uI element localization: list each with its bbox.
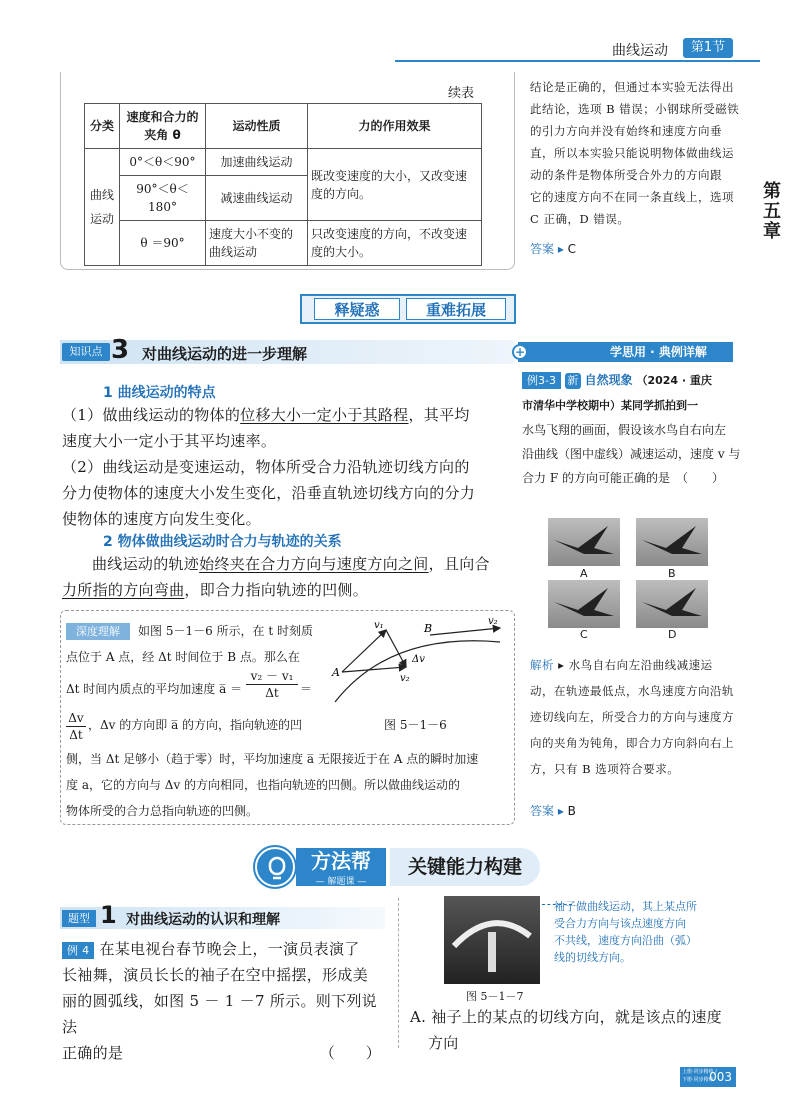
fraction-numerator: Δv <box>66 710 86 727</box>
footer-series: 上册·同步精练 / 下册·同步精练 <box>682 1069 717 1083</box>
bird-icon <box>636 580 708 628</box>
question-line: 正确的是 <box>62 1044 124 1062</box>
fraction-numerator: v₂ － v₁ <box>246 668 298 685</box>
dance-photo <box>444 896 540 984</box>
answer-bracket: （ ） <box>319 1044 381 1062</box>
banner-right: 重难拓展 <box>406 298 506 320</box>
table-header: 分类 <box>85 104 120 149</box>
example-4: 例 4 在某电视台春节晚会上，一演员表演了 长袖舞，演员长长的袖子在空中摇摆，形成美 丽的圆弧线，如图 5 － 1 －7 所示。则下列说法 正确的是 （ ） <box>62 936 387 1066</box>
section-badge: 第1节 <box>683 38 733 58</box>
banner-left: 释疑惑 <box>314 298 400 320</box>
table-category: 曲线运动 <box>85 149 120 266</box>
figure-caption: 图 5－1－6 <box>384 718 447 732</box>
handwritten-note <box>554 898 744 966</box>
text-line: C 正确，D 错误。 <box>530 212 630 226</box>
analysis-line: 迹切线向左，所受合力的方向与速度方 <box>530 710 734 724</box>
option-image-A <box>548 518 620 566</box>
option-A: A. 袖子上的某点的切线方向，就是该点的速度 方向 <box>410 1008 722 1052</box>
deep-understanding-tag: 深度理解 <box>66 623 130 640</box>
note-line: 不共线，速度方向沿曲（弧） <box>554 934 697 947</box>
right-explanation <box>530 76 752 230</box>
method-name: 方法帮 <box>296 848 386 886</box>
table-header-row <box>85 104 482 149</box>
chapter-tab <box>758 182 786 242</box>
table-cell-nature: 减速曲线运动 <box>206 176 308 221</box>
knowledge-title: 对曲线运动的进一步理解 <box>142 345 308 363</box>
note-line: 袖子做曲线运动，其上某点所 <box>554 900 697 913</box>
text-line: 它的速度方向不在同一条直线上，选项 <box>530 190 734 204</box>
text-line: 动的条件是物体所受合外力的方向跟 <box>530 168 722 182</box>
label-v2b: v₂ <box>400 673 410 684</box>
label-B: B <box>424 622 433 635</box>
answer-value: C <box>567 242 577 256</box>
figure-caption: 图 5－1－7 <box>466 990 524 1003</box>
deep-line: 侧，当 Δt 足够小（趋于零）时，平均加速度 a̅ 无限接近于在 A 点的瞬时加速 <box>66 752 479 766</box>
fraction-denominator: Δt <box>265 686 279 700</box>
trajectory-diagram <box>330 612 510 712</box>
option-image-D <box>636 580 708 628</box>
table-header: 速度和合力的夹角 θ <box>120 104 206 149</box>
analysis-line: 动，在轨迹最低点，水鸟速度方向沿轨 <box>530 684 734 698</box>
answer-value: B <box>567 804 576 818</box>
deep-line: 物体所受的合力总指向轨迹的凹侧。 <box>66 804 259 818</box>
option-label-B: B <box>668 567 676 580</box>
motion-table <box>84 103 482 266</box>
question-line: 长袖舞，演员长长的袖子在空中摇摆，形成美 <box>62 966 369 984</box>
deep-line: Δt 时间内质点的平均加速度 a̅ ＝ <box>66 682 243 696</box>
lightbulb-icon <box>257 849 297 889</box>
table-row <box>85 149 482 176</box>
fraction <box>246 668 298 701</box>
label-v2: v₂ <box>488 616 498 627</box>
bird-icon <box>636 518 708 566</box>
fraction <box>66 710 86 743</box>
deep-line: ，Δv 的方向即 a̅ 的方向，指向轨迹的凹 <box>88 718 303 732</box>
answer-label: 答案 <box>530 804 555 818</box>
section-banner <box>300 294 516 324</box>
v1-arrow <box>342 630 386 672</box>
table-cell-angle: 0°＜θ＜90° <box>120 149 206 176</box>
bird-icon <box>548 580 620 628</box>
answer-example: 答案 ▸ B <box>530 804 576 818</box>
knowledge-tag: 知识点 <box>62 343 110 361</box>
method-title: 关键能力构建 <box>390 848 540 886</box>
type-title: 对曲线运动的认识和理解 <box>126 912 280 928</box>
question-line: 市清华中学校期中）某同学抓拍到一 <box>522 399 698 412</box>
text-line: 结论是正确的，但通过本实验无法得出 <box>530 80 734 94</box>
table-cell-nature: 加速曲线运动 <box>206 149 308 176</box>
bird-icon <box>548 518 620 566</box>
knowledge-body-1: （1）做曲线运动的物体的位移大小一定小于其路程，其平均 速度大小一定小于其平均速率。 （2）曲线运动是变速运动，物体所受合力沿轨迹切线方向的 分力使物体的速度大小发生变化，沿垂直轨迹切线方向的分力 使物体的速度方向发生变化。 <box>62 406 476 528</box>
answer-top: 答案 ▸ C <box>530 242 577 256</box>
table-cell-effect: 只改变速度的方向，不改变速度的大小。 <box>308 221 482 266</box>
analysis-line: 方，只有 B 选项符合要求。 <box>530 762 680 776</box>
question-line: 水鸟飞翔的画面，假设该水鸟自右向左 <box>522 423 727 437</box>
table-row <box>85 221 482 266</box>
type-tag: 题型 <box>62 910 96 927</box>
answer-label: 答案 <box>530 242 555 256</box>
type-number: 1 <box>100 901 117 929</box>
deep-line: 点位于 A 点，经 Δt 时间位于 B 点。那么在 <box>66 650 300 664</box>
text-line: 的引力方向并没有始终和速度方向垂 <box>530 124 722 138</box>
analysis-label: 解析 <box>530 658 554 672</box>
question-line: 丽的圆弧线，如图 5 － 1 －7 所示。则下列说法 <box>62 992 377 1036</box>
v2-arrow <box>430 628 500 635</box>
table-header: 力的作用效果 <box>308 104 482 149</box>
header-title: 曲线运动 <box>612 43 668 59</box>
plus-icon: + <box>512 344 528 360</box>
option-label-D: D <box>668 628 677 641</box>
knowledge-number: 3 <box>111 335 130 365</box>
chapter-tab-char: 第 <box>763 181 781 202</box>
label-A: A <box>332 666 340 679</box>
question-line: 沿曲线（图中虚线）减速运动，速度 v 与 <box>522 447 741 461</box>
table-caption: 续表 <box>448 86 475 101</box>
table-header: 运动性质 <box>206 104 308 149</box>
fraction-denominator: Δt <box>69 728 83 742</box>
table-cell-angle: θ ＝90° <box>120 221 206 266</box>
column-divider <box>398 898 399 1048</box>
option-label-C: C <box>580 628 588 641</box>
new-badge: 新 <box>565 373 581 389</box>
dancer-icon <box>444 896 540 984</box>
subheading-1: 1 曲线运动的特点 <box>103 385 216 401</box>
v2-shifted-arrow <box>386 630 406 667</box>
analysis: 解析 ▸ 水鸟自右向左沿曲线减速运 动，在轨迹最低点，水鸟速度方向沿轨 迹切线向左，所受合力的方向与速度方 向的夹角为钝角，即合力方向斜向右上 方，只有 B 选项符合要求。 <box>530 652 755 782</box>
example-tag: 例 4 <box>62 942 94 959</box>
option-image-C <box>548 580 620 628</box>
chapter-tab-char: 五 <box>763 201 781 222</box>
header-rule <box>395 60 760 62</box>
deep-line: 度 a，它的方向与 Δv 的方向相同，也指向轨迹的凹侧。所以做曲线运动的 <box>66 778 461 792</box>
text-line: 直，所以本实验只能说明物体做曲线运 <box>530 146 734 160</box>
subheading-2: 2 物体做曲线运动时合力与轨迹的关系 <box>103 534 342 550</box>
deep-line: 如图 5－1－6 所示，在 t 时刻质 <box>138 624 313 638</box>
label-dv: Δv <box>412 654 425 665</box>
text-line: 此结论，选项 B 错误；小钢球所受磁铁 <box>530 102 740 116</box>
method-icon <box>255 847 295 887</box>
label-v1: v₁ <box>374 620 384 631</box>
example-tag: 例3-3 <box>522 372 561 389</box>
example-bar-title: 学思用 · 典例详解 <box>610 345 707 359</box>
table-cell-angle: 90°＜θ＜180° <box>120 176 206 221</box>
note-line: 受合力方向与该点速度方向 <box>554 917 686 930</box>
option-label-A: A <box>580 567 588 580</box>
dv-arrow <box>342 667 406 672</box>
table-cell-effect: 既改变速度的大小，又改变速度的方向。 <box>308 149 482 221</box>
example-3-3 <box>522 368 750 490</box>
page-number: 003 <box>680 1067 736 1087</box>
trajectory-curve <box>335 641 500 702</box>
option-image-B <box>636 518 708 566</box>
chapter-tab-char: 章 <box>763 221 781 242</box>
table-cell-nature: 速度大小不变的曲线运动 <box>206 221 308 266</box>
example-source: （2024 · 重庆 <box>636 374 712 387</box>
note-line: 线的切线方向。 <box>554 951 631 964</box>
method-subtitle: — 解题课 — <box>315 877 367 887</box>
question-line: 合力 F 的方向可能正确的是 （ ） <box>522 471 724 485</box>
analysis-line: 向的夹角为钝角，即合力方向斜向右上 <box>530 736 734 750</box>
equals-sign: ＝ <box>300 682 313 696</box>
example-category: 自然现象 <box>584 373 633 387</box>
knowledge-body-2: 曲线运动的轨迹始终夹在合力方向与速度方向之间，且向合 力所指的方向弯曲，即合力指向轨迹的凹侧。 <box>62 555 490 599</box>
